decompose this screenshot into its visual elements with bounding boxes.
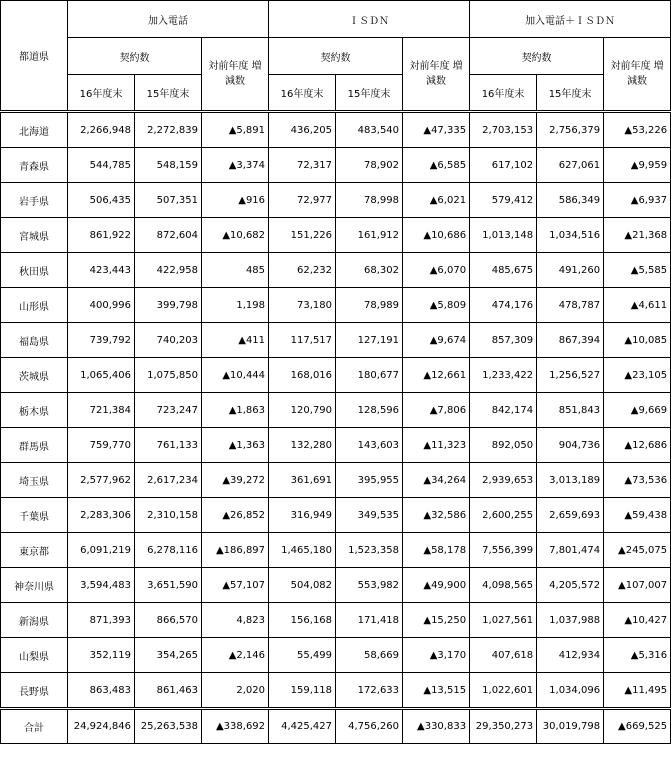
value-cell: 485 [202,253,269,288]
table-row [1,603,671,638]
value-cell: 58,669 [336,638,403,673]
value-cell: 866,570 [135,603,202,638]
value-cell: 740,203 [135,323,202,358]
header-contracts-2: 契約数 [269,38,403,75]
value-cell: ▲9,669 [604,393,671,428]
table-row [1,673,671,709]
value-cell: 168,016 [269,358,336,393]
value-cell: 2,659,693 [537,498,604,533]
value-cell: 506,435 [68,183,135,218]
value-cell: 2,272,839 [135,112,202,148]
value-cell: ▲186,897 [202,533,269,568]
value-cell: ▲34,264 [403,463,470,498]
header-prefecture: 都道県 [1,1,68,112]
value-cell: 627,061 [537,148,604,183]
value-cell: 30,019,798 [537,709,604,744]
header-fy15-1: 15年度末 [135,75,202,112]
value-cell: ▲2,146 [202,638,269,673]
value-cell: 739,792 [68,323,135,358]
value-cell: 132,280 [269,428,336,463]
value-cell: 4,205,572 [537,568,604,603]
value-cell: 861,463 [135,673,202,709]
value-cell: ▲6,070 [403,253,470,288]
value-cell: 478,787 [537,288,604,323]
table-row [1,498,671,533]
value-cell: ▲7,806 [403,393,470,428]
value-cell: ▲10,427 [604,603,671,638]
value-cell: 1,523,358 [336,533,403,568]
prefecture-cell: 千葉県 [1,498,68,533]
value-cell: ▲5,809 [403,288,470,323]
value-cell: 180,677 [336,358,403,393]
prefecture-cell: 青森県 [1,148,68,183]
header-isdn: ＩＳＤＮ [269,1,470,38]
value-cell: ▲916 [202,183,269,218]
value-cell: 172,633 [336,673,403,709]
table-row [1,218,671,253]
table-row [1,533,671,568]
value-cell: 1,465,180 [269,533,336,568]
value-cell: 78,998 [336,183,403,218]
value-cell: ▲58,178 [403,533,470,568]
header-contracts-1: 契約数 [68,38,202,75]
table-row [1,288,671,323]
value-cell: ▲10,444 [202,358,269,393]
value-cell: 3,013,189 [537,463,604,498]
value-cell: 3,651,590 [135,568,202,603]
value-cell: ▲3,170 [403,638,470,673]
value-cell: 423,443 [68,253,135,288]
value-cell: 399,798 [135,288,202,323]
value-cell: ▲4,611 [604,288,671,323]
table-row [1,428,671,463]
value-cell: ▲53,226 [604,112,671,148]
value-cell: 422,958 [135,253,202,288]
value-cell: ▲11,495 [604,673,671,709]
table-row [1,568,671,603]
value-cell: 892,050 [470,428,537,463]
header-fy16-3: 16年度末 [470,75,537,112]
value-cell: 6,278,116 [135,533,202,568]
header-change-3: 対前年度 増減数 [604,38,671,112]
value-cell: 1,065,406 [68,358,135,393]
value-cell: 4,823 [202,603,269,638]
value-cell: ▲669,525 [604,709,671,744]
prefecture-cell: 山形県 [1,288,68,323]
header-fy15-2: 15年度末 [336,75,403,112]
value-cell: 407,618 [470,638,537,673]
value-cell: ▲6,937 [604,183,671,218]
value-cell: 579,412 [470,183,537,218]
value-cell: 4,098,565 [470,568,537,603]
value-cell: 761,133 [135,428,202,463]
value-cell: 161,912 [336,218,403,253]
value-cell: 143,603 [336,428,403,463]
value-cell: 128,596 [336,393,403,428]
header-fy15-3: 15年度末 [537,75,604,112]
value-cell: 120,790 [269,393,336,428]
value-cell: 316,949 [269,498,336,533]
value-cell: 548,159 [135,148,202,183]
value-cell: 127,191 [336,323,403,358]
prefecture-cell: 茨城県 [1,358,68,393]
value-cell: 507,351 [135,183,202,218]
prefecture-cell: 福島県 [1,323,68,358]
value-cell: 349,535 [336,498,403,533]
value-cell: ▲57,107 [202,568,269,603]
value-cell: 485,675 [470,253,537,288]
value-cell: 863,483 [68,673,135,709]
value-cell: 2,703,153 [470,112,537,148]
prefecture-cell: 山梨県 [1,638,68,673]
value-cell: ▲21,368 [604,218,671,253]
header-subscriber-phone: 加入電話 [68,1,269,38]
table-row [1,253,671,288]
value-cell: 395,955 [336,463,403,498]
value-cell: 7,556,399 [470,533,537,568]
value-cell: ▲10,686 [403,218,470,253]
value-cell: ▲49,900 [403,568,470,603]
value-cell: 2,600,255 [470,498,537,533]
value-cell: ▲107,007 [604,568,671,603]
value-cell: 436,205 [269,112,336,148]
value-cell: 7,801,474 [537,533,604,568]
value-cell: ▲12,661 [403,358,470,393]
value-cell: 1,233,422 [470,358,537,393]
value-cell: ▲5,585 [604,253,671,288]
value-cell: 2,020 [202,673,269,709]
table-row [1,393,671,428]
value-cell: 400,996 [68,288,135,323]
value-cell: ▲6,585 [403,148,470,183]
value-cell: ▲1,363 [202,428,269,463]
table-row [1,463,671,498]
value-cell: ▲1,863 [202,393,269,428]
value-cell: ▲9,959 [604,148,671,183]
value-cell: 586,349 [537,183,604,218]
value-cell: 72,317 [269,148,336,183]
value-cell: 117,517 [269,323,336,358]
header-change-2: 対前年度 増減数 [403,38,470,112]
value-cell: 872,604 [135,218,202,253]
value-cell: 1,075,850 [135,358,202,393]
value-cell: ▲245,075 [604,533,671,568]
value-cell: 2,283,306 [68,498,135,533]
value-cell: ▲10,682 [202,218,269,253]
value-cell: 1,022,601 [470,673,537,709]
value-cell: ▲11,323 [403,428,470,463]
value-cell: 483,540 [336,112,403,148]
table-row [1,148,671,183]
value-cell: 73,180 [269,288,336,323]
prefecture-cell: 埼玉県 [1,463,68,498]
prefecture-cell: 岩手県 [1,183,68,218]
value-cell: 871,393 [68,603,135,638]
table-row [1,323,671,358]
prefecture-cell: 秋田県 [1,253,68,288]
value-cell: ▲23,105 [604,358,671,393]
value-cell: 6,091,219 [68,533,135,568]
value-cell: ▲338,692 [202,709,269,744]
value-cell: 68,302 [336,253,403,288]
value-cell: 1,037,988 [537,603,604,638]
prefecture-cell: 神奈川県 [1,568,68,603]
value-cell: ▲5,316 [604,638,671,673]
value-cell: 759,770 [68,428,135,463]
value-cell: ▲73,536 [604,463,671,498]
header-change-1: 対前年度 増減数 [202,38,269,112]
value-cell: 2,756,379 [537,112,604,148]
value-cell: 553,982 [336,568,403,603]
value-cell: ▲6,021 [403,183,470,218]
value-cell: 62,232 [269,253,336,288]
value-cell: 723,247 [135,393,202,428]
value-cell: 867,394 [537,323,604,358]
value-cell: ▲9,674 [403,323,470,358]
value-cell: 78,989 [336,288,403,323]
value-cell: 544,785 [68,148,135,183]
value-cell: ▲15,250 [403,603,470,638]
prefecture-cell: 新潟県 [1,603,68,638]
value-cell: 412,934 [537,638,604,673]
value-cell: 1,027,561 [470,603,537,638]
value-cell: 354,265 [135,638,202,673]
value-cell: 4,756,260 [336,709,403,744]
value-cell: 1,198 [202,288,269,323]
value-cell: 4,425,427 [269,709,336,744]
value-cell: 474,176 [470,288,537,323]
value-cell: ▲3,374 [202,148,269,183]
value-cell: 851,843 [537,393,604,428]
value-cell: 904,736 [537,428,604,463]
prefecture-cell: 栃木県 [1,393,68,428]
value-cell: 78,902 [336,148,403,183]
value-cell: ▲12,686 [604,428,671,463]
header-contracts-3: 契約数 [470,38,604,75]
total-row [1,709,671,744]
header-phone-plus-isdn: 加入電話＋ＩＳＤＮ [470,1,671,38]
table-row [1,638,671,673]
table-header [1,1,671,112]
value-cell: 721,384 [68,393,135,428]
prefecture-cell: 北海道 [1,112,68,148]
value-cell: 156,168 [269,603,336,638]
value-cell: ▲47,335 [403,112,470,148]
value-cell: 3,594,483 [68,568,135,603]
table-body [1,112,671,744]
value-cell: ▲39,272 [202,463,269,498]
table-row [1,112,671,148]
value-cell: 857,309 [470,323,537,358]
header-fy16-1: 16年度末 [68,75,135,112]
value-cell: 24,924,846 [68,709,135,744]
value-cell: 861,922 [68,218,135,253]
value-cell: ▲411 [202,323,269,358]
value-cell: 2,266,948 [68,112,135,148]
value-cell: ▲32,586 [403,498,470,533]
value-cell: 491,260 [537,253,604,288]
value-cell: ▲330,833 [403,709,470,744]
value-cell: ▲59,438 [604,498,671,533]
value-cell: 352,119 [68,638,135,673]
value-cell: 2,310,158 [135,498,202,533]
value-cell: 151,226 [269,218,336,253]
value-cell: 29,350,273 [470,709,537,744]
value-cell: 72,977 [269,183,336,218]
value-cell: ▲10,085 [604,323,671,358]
value-cell: 1,013,148 [470,218,537,253]
value-cell: 2,939,653 [470,463,537,498]
prefecture-cell: 群馬県 [1,428,68,463]
prefecture-cell: 長野県 [1,673,68,709]
header-fy16-2: 16年度末 [269,75,336,112]
prefecture-cell: 合計 [1,709,68,744]
value-cell: 2,577,962 [68,463,135,498]
value-cell: 55,499 [269,638,336,673]
value-cell: 361,691 [269,463,336,498]
prefecture-cell: 東京都 [1,533,68,568]
value-cell: 25,263,538 [135,709,202,744]
prefecture-cell: 宮城県 [1,218,68,253]
value-cell: 159,118 [269,673,336,709]
value-cell: ▲13,515 [403,673,470,709]
value-cell: 842,174 [470,393,537,428]
value-cell: ▲26,852 [202,498,269,533]
table-row [1,358,671,393]
value-cell: 2,617,234 [135,463,202,498]
table-row [1,183,671,218]
value-cell: 1,034,096 [537,673,604,709]
value-cell: 1,256,527 [537,358,604,393]
value-cell: 1,034,516 [537,218,604,253]
value-cell: 171,418 [336,603,403,638]
value-cell: 617,102 [470,148,537,183]
value-cell: ▲5,891 [202,112,269,148]
value-cell: 504,082 [269,568,336,603]
